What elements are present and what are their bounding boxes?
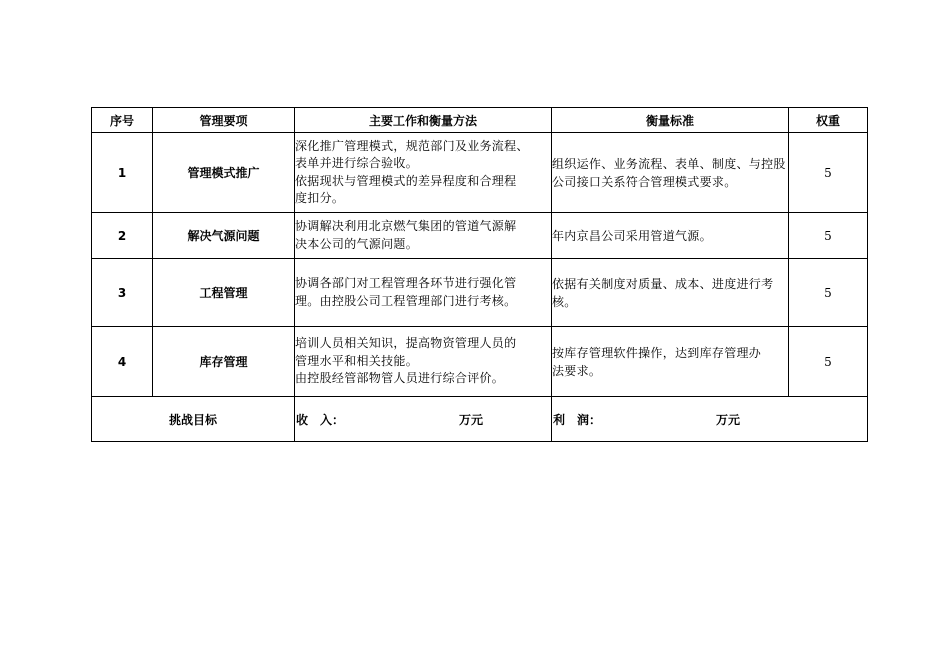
weight-cell: 5 (789, 213, 868, 259)
row-number: 2 (92, 213, 153, 259)
header-row (92, 108, 868, 133)
management-item: 管理模式推广 (153, 133, 295, 213)
method-line: 决本公司的气源问题。 (295, 236, 419, 251)
table-row (92, 213, 868, 259)
standard-line: 法要求。 (552, 363, 602, 378)
method-cell (295, 327, 552, 397)
method-cell (295, 213, 552, 259)
standard-line: 公司接口关系符合管理模式要求。 (552, 174, 737, 189)
header-no: 序号 (92, 108, 153, 133)
method-line: 培训人员相关知识，提高物资管理人员的 (295, 336, 517, 351)
header-method: 主要工作和衡量方法 (295, 108, 552, 133)
standard-cell (552, 213, 789, 259)
table-row (92, 259, 868, 327)
footer-row (92, 397, 868, 442)
management-item: 解决气源问题 (153, 213, 295, 259)
profit-unit: 万元 (716, 413, 741, 427)
method-line: 由控股经管部物管人员进行综合评价。 (295, 371, 505, 386)
standard-line: 核。 (552, 294, 577, 309)
table-row (92, 327, 868, 397)
method-cell (295, 259, 552, 327)
header-weight: 权重 (789, 108, 868, 133)
management-item: 工程管理 (153, 259, 295, 327)
row-number: 1 (92, 133, 153, 213)
method-line: 协调解决利用北京燃气集团的管道气源解 (295, 219, 517, 233)
standard-cell (552, 327, 789, 397)
standard-line: 按库存管理软件操作，达到库存管理办 (552, 345, 762, 360)
standard-line: 依据有关制度对质量、成本、进度进行考 (552, 276, 774, 291)
method-cell (295, 133, 552, 213)
method-line: 深化推广管理模式，规范部门及业务流程、 (295, 138, 529, 153)
standard-line: 年内京昌公司采用管道气源。 (552, 228, 712, 243)
header-standard: 衡量标准 (552, 108, 789, 133)
method-line: 度扣分。 (295, 191, 345, 205)
standard-cell (552, 133, 789, 213)
weight-cell: 5 (789, 327, 868, 397)
target-table (91, 107, 868, 442)
row-number: 3 (92, 259, 153, 327)
header-item: 管理要项 (153, 108, 295, 133)
method-line: 依据现状与管理模式的差异程度和合理程 (295, 173, 517, 188)
weight-cell: 5 (789, 133, 868, 213)
table-row (92, 133, 868, 213)
method-line: 管理水平和相关技能。 (295, 353, 419, 368)
standard-cell (552, 259, 789, 327)
income-cell (295, 397, 552, 442)
challenge-target-label: 挑战目标 (92, 397, 295, 442)
income-label: 收 入： (296, 413, 345, 427)
method-line: 协调各部门对工程管理各环节进行强化管 (295, 276, 517, 290)
row-number: 4 (92, 327, 153, 397)
profit-label: 利 润： (553, 413, 602, 427)
standard-line: 组织运作、业务流程、表单、制度、与控股 (552, 156, 786, 171)
management-item: 库存管理 (153, 327, 295, 397)
weight-cell: 5 (789, 259, 868, 327)
income-unit: 万元 (459, 413, 484, 427)
method-line: 表单并进行综合验收。 (295, 156, 419, 170)
method-line: 理。由控股公司工程管理部门进行考核。 (295, 293, 517, 308)
profit-cell (552, 397, 868, 442)
